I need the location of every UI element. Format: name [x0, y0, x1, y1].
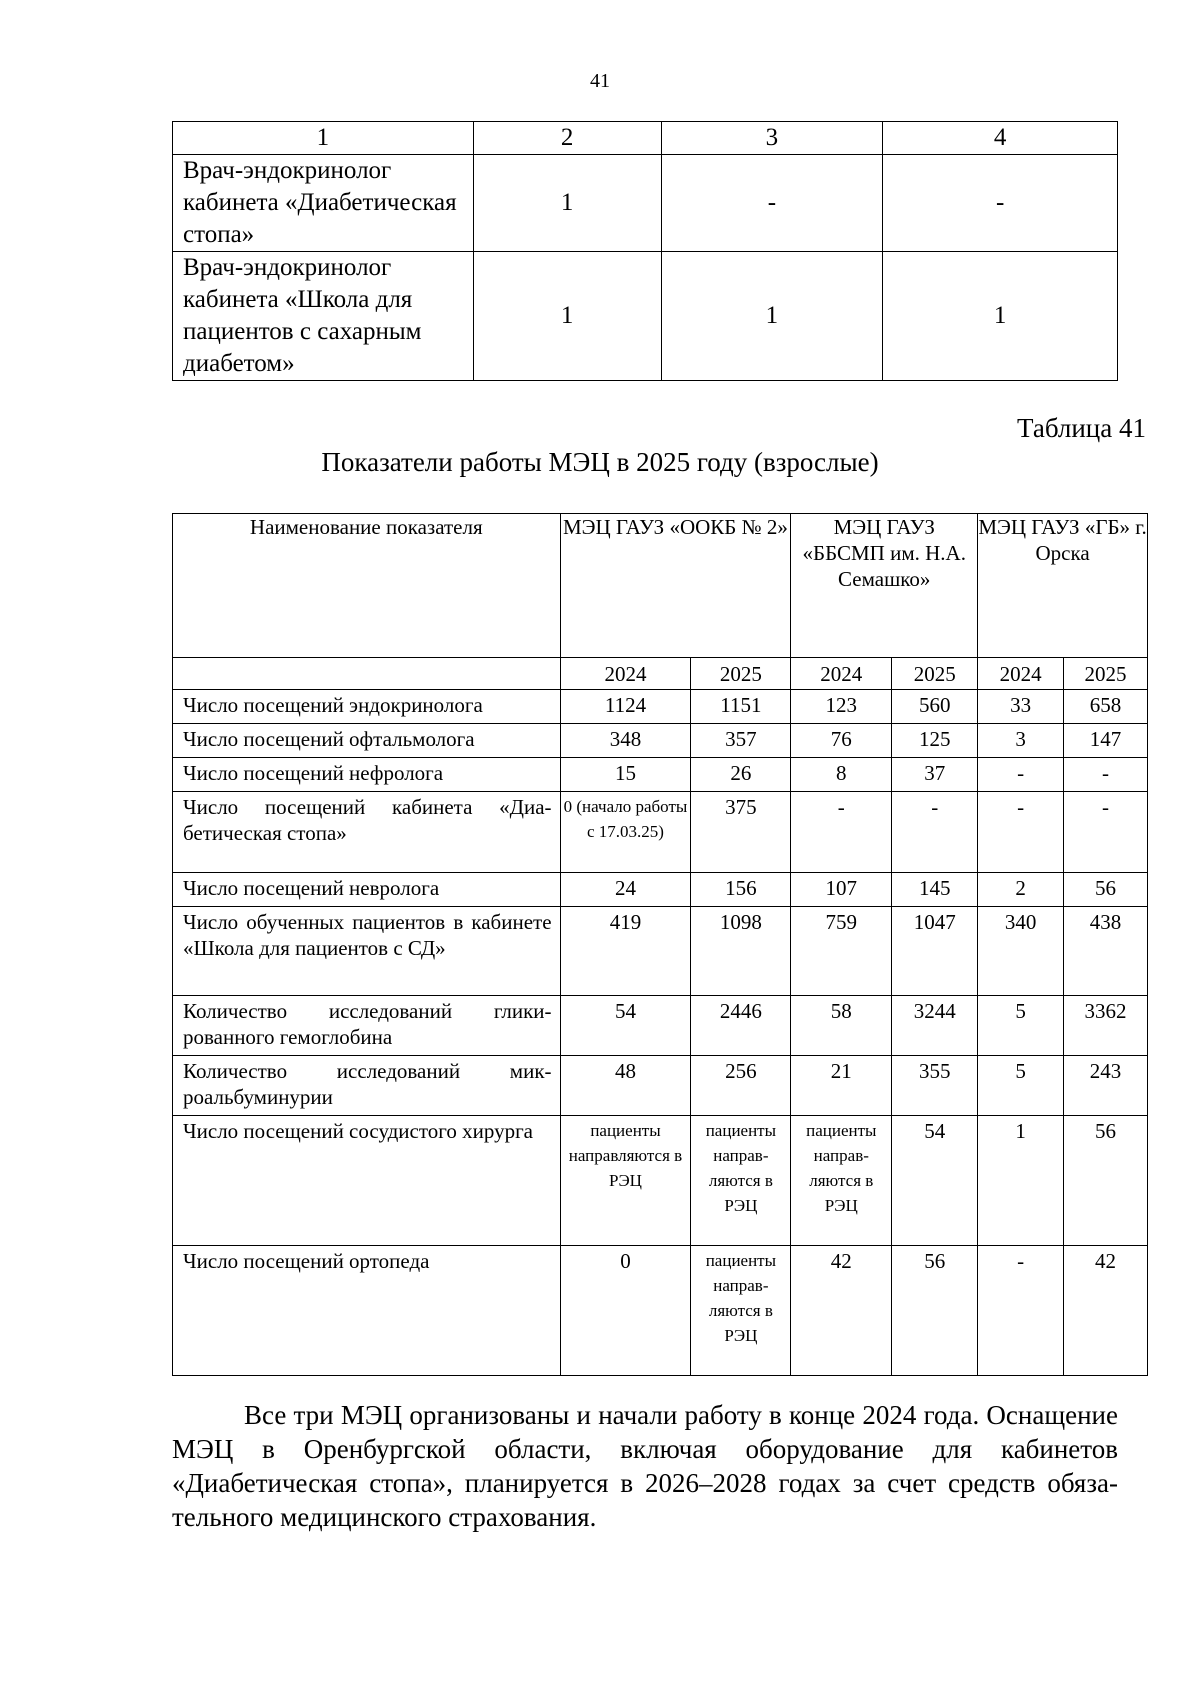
- indicator-header: Наименование показателя: [173, 514, 561, 658]
- cell-value: 1: [978, 1116, 1064, 1246]
- row-name: Число посещений сосудистого хирурга: [173, 1116, 561, 1246]
- cell-value: 375: [691, 792, 791, 873]
- row-name: Число посещений кабинета «Диабетическая стопа»: [173, 792, 561, 873]
- cell-value: 2446: [691, 996, 791, 1056]
- group-header: МЭЦ ГАУЗ «ББСМП им. Н.А. Семашко»: [791, 514, 978, 658]
- cell-value: -: [978, 792, 1064, 873]
- year-header: 2025: [691, 658, 791, 690]
- row-name: Количество исследований гликированного гемоглобина: [173, 996, 561, 1056]
- cell-value: 759: [791, 907, 892, 996]
- table-header-row: [173, 122, 1118, 155]
- cell-value: -: [661, 155, 883, 252]
- cell-value: -: [791, 792, 892, 873]
- row-name: Число посещений ортопеда: [173, 1246, 561, 1376]
- cell-value: 340: [978, 907, 1064, 996]
- cell-value: 156: [691, 873, 791, 907]
- cell-value: 560: [892, 690, 978, 724]
- empty-header-cell: [173, 658, 561, 690]
- cell-value: -: [1064, 758, 1148, 792]
- cell-value: 2: [978, 873, 1064, 907]
- row-name: Число посещений невролога: [173, 873, 561, 907]
- column-header: 3: [661, 122, 883, 155]
- cell-value: 348: [560, 724, 691, 758]
- cell-value: 1: [473, 155, 661, 252]
- group-header: МЭЦ ГАУЗ «ГБ» г. Орска: [978, 514, 1148, 658]
- column-header: 4: [883, 122, 1118, 155]
- table-row: [173, 1116, 1148, 1246]
- cell-value: 1: [473, 252, 661, 381]
- cell-value: 147: [1064, 724, 1148, 758]
- body-paragraph: Все три МЭЦ организованы и начали работу в конце 2024 года. Оснащение МЭЦ в Оренбургской области, включая оборудование для кабинетов «Диабетическая стопа», планируется в 2026–2028 годах за счет средств обязательного медицинского страхования.: [172, 1400, 1118, 1532]
- table-row: [173, 996, 1148, 1056]
- cell-value: 54: [892, 1116, 978, 1246]
- row-name: Врач-эндокринолог кабинета «Диабетическая стопа»: [173, 155, 474, 252]
- cell-value: 3: [978, 724, 1064, 758]
- cell-value: 48: [560, 1056, 691, 1116]
- cell-value: 1124: [560, 690, 691, 724]
- group-header: МЭЦ ГАУЗ «ООКБ № 2»: [560, 514, 791, 658]
- cell-value: 0: [560, 1246, 691, 1376]
- cell-value: 3244: [892, 996, 978, 1056]
- cell-value: 145: [892, 873, 978, 907]
- table-row: [173, 155, 1118, 252]
- table-row: [173, 690, 1148, 724]
- table-row: [173, 758, 1148, 792]
- cell-value: 21: [791, 1056, 892, 1116]
- cell-value: 24: [560, 873, 691, 907]
- cell-value: пациенты направляются в РЭЦ: [791, 1116, 892, 1246]
- cell-value: 1047: [892, 907, 978, 996]
- column-header: 2: [473, 122, 661, 155]
- cell-value: 123: [791, 690, 892, 724]
- cell-value: -: [892, 792, 978, 873]
- table-header-row: [173, 514, 1148, 658]
- page-number: 41: [590, 70, 610, 92]
- row-name: Число посещений нефролога: [173, 758, 561, 792]
- mec-indicators-table: [172, 513, 1148, 1376]
- row-name: Врач-эндокринолог кабинета «Школа для пациентов с сахарным диабетом»: [173, 252, 474, 381]
- year-header: 2025: [1064, 658, 1148, 690]
- cell-value: 355: [892, 1056, 978, 1116]
- cell-value: 37: [892, 758, 978, 792]
- cell-value: 15: [560, 758, 691, 792]
- cell-value: 26: [691, 758, 791, 792]
- table-row: [173, 907, 1148, 996]
- cell-value: 33: [978, 690, 1064, 724]
- cell-value: -: [1064, 792, 1148, 873]
- cell-value: 42: [791, 1246, 892, 1376]
- row-name: Число посещений офтальмолога: [173, 724, 561, 758]
- row-name: Количество исследований микроальбуминурии: [173, 1056, 561, 1116]
- cell-value: 5: [978, 1056, 1064, 1116]
- cell-value: 125: [892, 724, 978, 758]
- cell-value: 243: [1064, 1056, 1148, 1116]
- row-name: Число посещений эндокринолога: [173, 690, 561, 724]
- cell-value: -: [978, 758, 1064, 792]
- year-header: 2024: [560, 658, 691, 690]
- table-label: Таблица 41: [1017, 413, 1146, 443]
- year-header-row: [173, 658, 1148, 690]
- cell-value: 42: [1064, 1246, 1148, 1376]
- year-header: 2024: [978, 658, 1064, 690]
- cell-value: 54: [560, 996, 691, 1056]
- cell-value: 56: [1064, 873, 1148, 907]
- table-row: [173, 1246, 1148, 1376]
- year-header: 2025: [892, 658, 978, 690]
- cell-value: 658: [1064, 690, 1148, 724]
- cell-value: 58: [791, 996, 892, 1056]
- cell-value: 438: [1064, 907, 1148, 996]
- cell-value: 1098: [691, 907, 791, 996]
- column-header: 1: [173, 122, 474, 155]
- table-row: [173, 252, 1118, 381]
- table-row: [173, 873, 1148, 907]
- cell-value: 76: [791, 724, 892, 758]
- table-row: [173, 1056, 1148, 1116]
- cell-value: 419: [560, 907, 691, 996]
- table-title: Показатели работы МЭЦ в 2025 году (взрослые): [321, 447, 879, 477]
- cell-value: пациенты направляются в РЭЦ: [691, 1116, 791, 1246]
- table-row: [173, 724, 1148, 758]
- cell-value: 5: [978, 996, 1064, 1056]
- cell-value: 3362: [1064, 996, 1148, 1056]
- cell-value: 0 (начало работы с 17.03.25): [560, 792, 691, 873]
- cell-value: 56: [1064, 1116, 1148, 1246]
- cell-value: 1151: [691, 690, 791, 724]
- cell-value: 107: [791, 873, 892, 907]
- cell-value: 56: [892, 1246, 978, 1376]
- table-row: [173, 792, 1148, 873]
- cell-value: -: [883, 155, 1118, 252]
- cell-value: 357: [691, 724, 791, 758]
- year-header: 2024: [791, 658, 892, 690]
- cell-value: пациенты направляются в РЭЦ: [560, 1116, 691, 1246]
- cell-value: -: [978, 1246, 1064, 1376]
- cell-value: 1: [883, 252, 1118, 381]
- cell-value: 256: [691, 1056, 791, 1116]
- cell-value: пациенты направляются в РЭЦ: [691, 1246, 791, 1376]
- row-name: Число обученных пациентов в кабинете «Школа для пациентов с СД»: [173, 907, 561, 996]
- cell-value: 8: [791, 758, 892, 792]
- cell-value: 1: [661, 252, 883, 381]
- staff-table-continuation: [172, 121, 1118, 381]
